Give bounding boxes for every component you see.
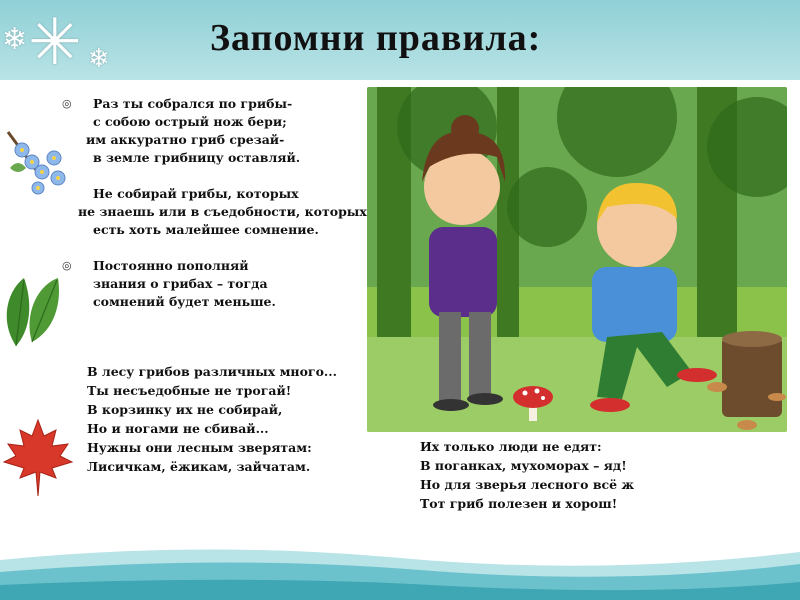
poem-left-line-1: В лесу грибов различных много... (87, 364, 337, 379)
forget-me-not-flowers (2, 128, 82, 208)
poem-left-line-6: Лисичкам, ёжикам, зайчатам. (87, 459, 311, 474)
rule-1-line-2: с собою острый нож бери; (93, 114, 287, 129)
poem-left-line-5: Нужны они лесным зверятам: (87, 440, 312, 455)
poem-right-line-1: Их только люди не едят: (420, 439, 602, 454)
rule-1-line-3: им аккуратно гриб срезай- (86, 132, 285, 147)
poem-right-line-4: Тот гриб полезен и хорош! (420, 496, 618, 511)
poem-left-line-4: Но и ногами не сбивай... (87, 421, 269, 436)
forest-illustration (367, 87, 787, 432)
rule-1-line-8: есть хоть малейшее сомнение. (93, 222, 319, 237)
maple-leaf (2, 416, 74, 498)
poem-left-line-2: Ты несъедобные не трогай! (87, 383, 292, 398)
snowflake-icon: ✳ (28, 6, 82, 80)
rule-1-line-1: Раз ты собрался по грибы- (93, 96, 293, 111)
bullet-icon: ◎ (62, 259, 72, 272)
poem-left-line-3: В корзинку их не собирай, (87, 402, 283, 417)
snowflake-icon: ❄ (2, 22, 28, 57)
rule-1-line-7: не знаешь или в съедобности, которых (78, 204, 367, 219)
rule-1-line-4: в земле грибницу оставляй. (93, 150, 301, 165)
snowflake-icon: ❄ (88, 44, 110, 74)
rule-1-line-6: Не собирай грибы, которых (93, 186, 299, 201)
page-title: Запомни правила: (210, 17, 542, 59)
rule-2-line-2: знания о грибах – тогда (93, 276, 268, 291)
green-leaves (2, 272, 64, 352)
bullet-icon: ◎ (62, 97, 72, 110)
rule-2-line-3: сомнений будет меньше. (93, 294, 276, 309)
poem-right-line-2: В поганках, мухоморах – яд! (420, 458, 627, 473)
rule-2-line-1: Постоянно пополняй (93, 258, 249, 273)
footer-wave (0, 530, 800, 600)
poem-right-line-3: Но для зверья лесного всё ж (420, 477, 635, 492)
